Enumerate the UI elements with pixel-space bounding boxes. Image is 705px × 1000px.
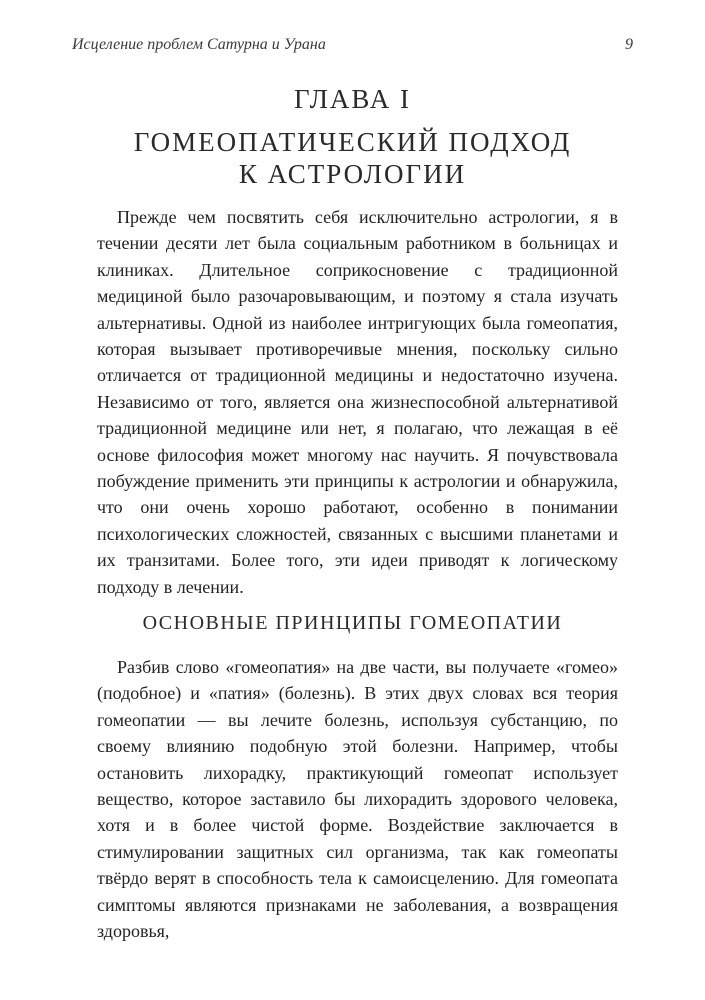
- section-paragraph: Разбив слово «гомеопатия» на две части, вы получаете «гомео» (подобное) и «патия» (болезнь). В этих двух словах вся теория гомеопатии — вы лечите болезнь, используя субстанцию, по своему влиянию подобную этой болезни. Например, чтобы остановить лихорадку, практикующий гомеопат использует вещество, которое заставило бы лихорадить здорового человека, хотя и в более чистой форме. Воздействие заключается в стимулировании защитных сил организма, так как гомеопаты твёрдо верят в способность тела к самоисцелению. Для гомеопата симптомы являются признаками не заболевания, а возвращения здоровья,: [97, 657, 618, 942]
- running-title: Исцеление проблем Сатурна и Урана: [72, 36, 326, 53]
- section-text-block: [97, 654, 618, 944]
- page-number: 9: [625, 36, 633, 53]
- chapter-title-line-1: ГОМЕОПАТИЧЕСКИЙ ПОДХОД: [133, 127, 572, 157]
- chapter-title: [60, 126, 645, 190]
- running-header: [72, 36, 633, 60]
- chapter-label: ГЛАВА I: [294, 84, 411, 114]
- intro-paragraph: Прежде чем посвятить себя исключительно астрологии, я в течении десяти лет была социальным работником в больницах и клиниках. Длительное соприкосновение с традиционной медициной было разочаровывающим, и поэтому я стала изучать альтернативы. Одной из наиболее интригующих была гомеопатия, которая вызывает противоречивые мнения, поскольку сильно отличается от традиционной медицины и недостаточно изучена. Независимо от того, является она жизнеспособной альтернативой традиционной медицине или нет, я полагаю, что лежащая в её основе философия может многому нас научить. Я почувствовала побуждение применить эти принципы к астрологии и обнаружила, что они очень хорошо работают, особенно в понимании психологических сложностей, связанных с высшими планетами и их транзитами. Более того, эти идеи приводят к логическому подходу в лечении.: [97, 207, 618, 597]
- chapter-title-line-2: К АСТРОЛОГИИ: [238, 159, 467, 189]
- section-heading: ОСНОВНЫЕ ПРИНЦИПЫ ГОМЕОПАТИИ: [142, 612, 563, 634]
- intro-text-block: [97, 204, 618, 600]
